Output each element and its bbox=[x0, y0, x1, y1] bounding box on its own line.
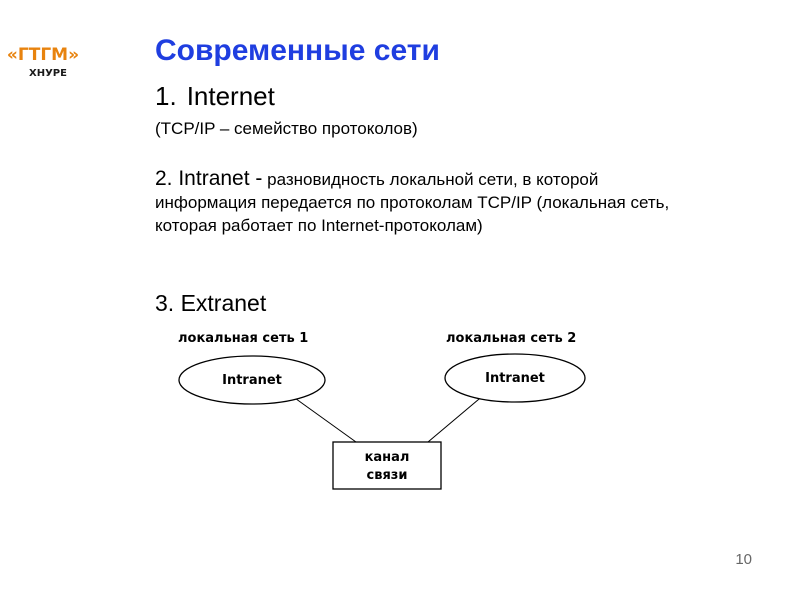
item-internet bbox=[155, 81, 275, 112]
channel-label-line2: связи bbox=[366, 468, 408, 483]
item-intranet-description: разновидность локальной сети, в которой информация передается по протоколам TCP/IP (локальная сеть, которая работает по Internet-протоколам) bbox=[155, 170, 670, 235]
university-logo bbox=[0, 38, 86, 82]
item-internet-description: (TCP/IP – семейство протоколов) bbox=[155, 119, 418, 138]
item-intranet bbox=[155, 167, 685, 237]
channel-label-line1: канал bbox=[364, 450, 410, 465]
network-1-label: локальная сеть 1 bbox=[178, 331, 309, 346]
item-internet-number: 1. bbox=[155, 81, 177, 111]
intranet-node-1-label: Intranet bbox=[222, 373, 282, 388]
extranet-diagram bbox=[150, 320, 620, 505]
page-number: 10 bbox=[735, 551, 752, 568]
slide-title: Современные сети bbox=[155, 34, 440, 67]
item-internet-label: Internet bbox=[186, 81, 275, 111]
link-2 bbox=[428, 394, 485, 442]
logo-subtext: ХНУРЕ bbox=[29, 68, 67, 79]
item-extranet: 3. Extranet bbox=[155, 290, 267, 316]
link-1 bbox=[292, 396, 356, 442]
intranet-node-2-label: Intranet bbox=[485, 371, 545, 386]
logo-text: «ГТГМ» bbox=[6, 45, 80, 65]
item-intranet-label: 2. Intranet - bbox=[155, 167, 263, 190]
network-2-label: локальная сеть 2 bbox=[446, 331, 577, 346]
